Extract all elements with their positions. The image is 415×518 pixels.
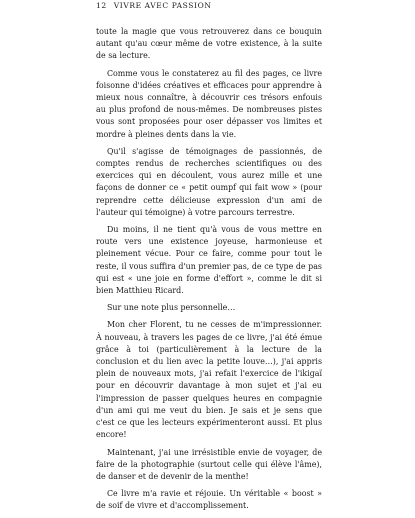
paragraph-2: Comme vous le constaterez au fil des pages, ce livre foisonne d'idées créatives et efficaces pour apprendre à mieux nous connaître, à découvrir ces trésors enfouis au plus profond de nous-mêmes. De nombreuses pistes vous sont proposées pour oser dépasser vos limites et mordre à pleines dents dans la vie. — [96, 68, 322, 139]
paragraph-1: toute la magie que vous retrouverez dans ce bouquin autant qu'au cœur même de votre existence, à la suite de sa lecture. — [96, 27, 322, 61]
book-page — [96, 0, 322, 511]
paragraph-7: Maintenant, j'ai une irrésistible envie de voyager, de faire de la photographie (surtout celle qui élève l'âme), de danser et de devenir de la menthe! — [96, 447, 322, 481]
paragraph-8: Ce livre m'a ravie et réjouie. Un véritable « boost » de soif de vivre et d'accomplissement. — [96, 489, 322, 511]
running-header — [96, 1, 212, 10]
paragraph-3: Qu'il s'agisse de témoignages de passionnés, de comptes rendus de recherches scientifiques ou des exercices qui en découlent, vous aurez mille et une façons de donner ce « petit oumpf qui fait wow » (pour reprendre cette délicieuse expression d'un ami de l'auteur qui témoigne) à votre parcours terrestre. — [96, 146, 322, 217]
paragraph-4: Du moins, il ne tient qu'à vous de vous mettre en route vers une existence joyeuse, harmonieuse et pleinement vécue. Pour ce faire, comme pour tout le reste, il vous suffira d'un premier pas, de ce type de pas qui est « une joie en forme d'effort », comme le dit si bien Matthieu Ricard. — [96, 225, 322, 296]
paragraph-6: Mon cher Florent, tu ne cesses de m'impressionner. À nouveau, à travers les pages de ce livre, j'ai été émue grâce à toi (particulièrement à la lecture de la conclusion et du lien avec la petite louve…), j'ai appris plein de nouveaux mots, j'ai refait l'exercice de l'ikigaï pour en découvrir davantage à mon sujet et j'ai eu l'impression de passer quelques heures en compagnie d'un ami qui me veut du bien. Je sais et je sens que c'est ce que les lecteurs expérimenteront aussi. Et plus encore! — [96, 320, 322, 440]
running-title: VIVRE AVEC PASSION — [113, 1, 212, 10]
body-text — [96, 26, 322, 518]
paragraph-5: Sur une note plus personnelle… — [107, 303, 236, 313]
page-number: 12 — [96, 1, 107, 10]
